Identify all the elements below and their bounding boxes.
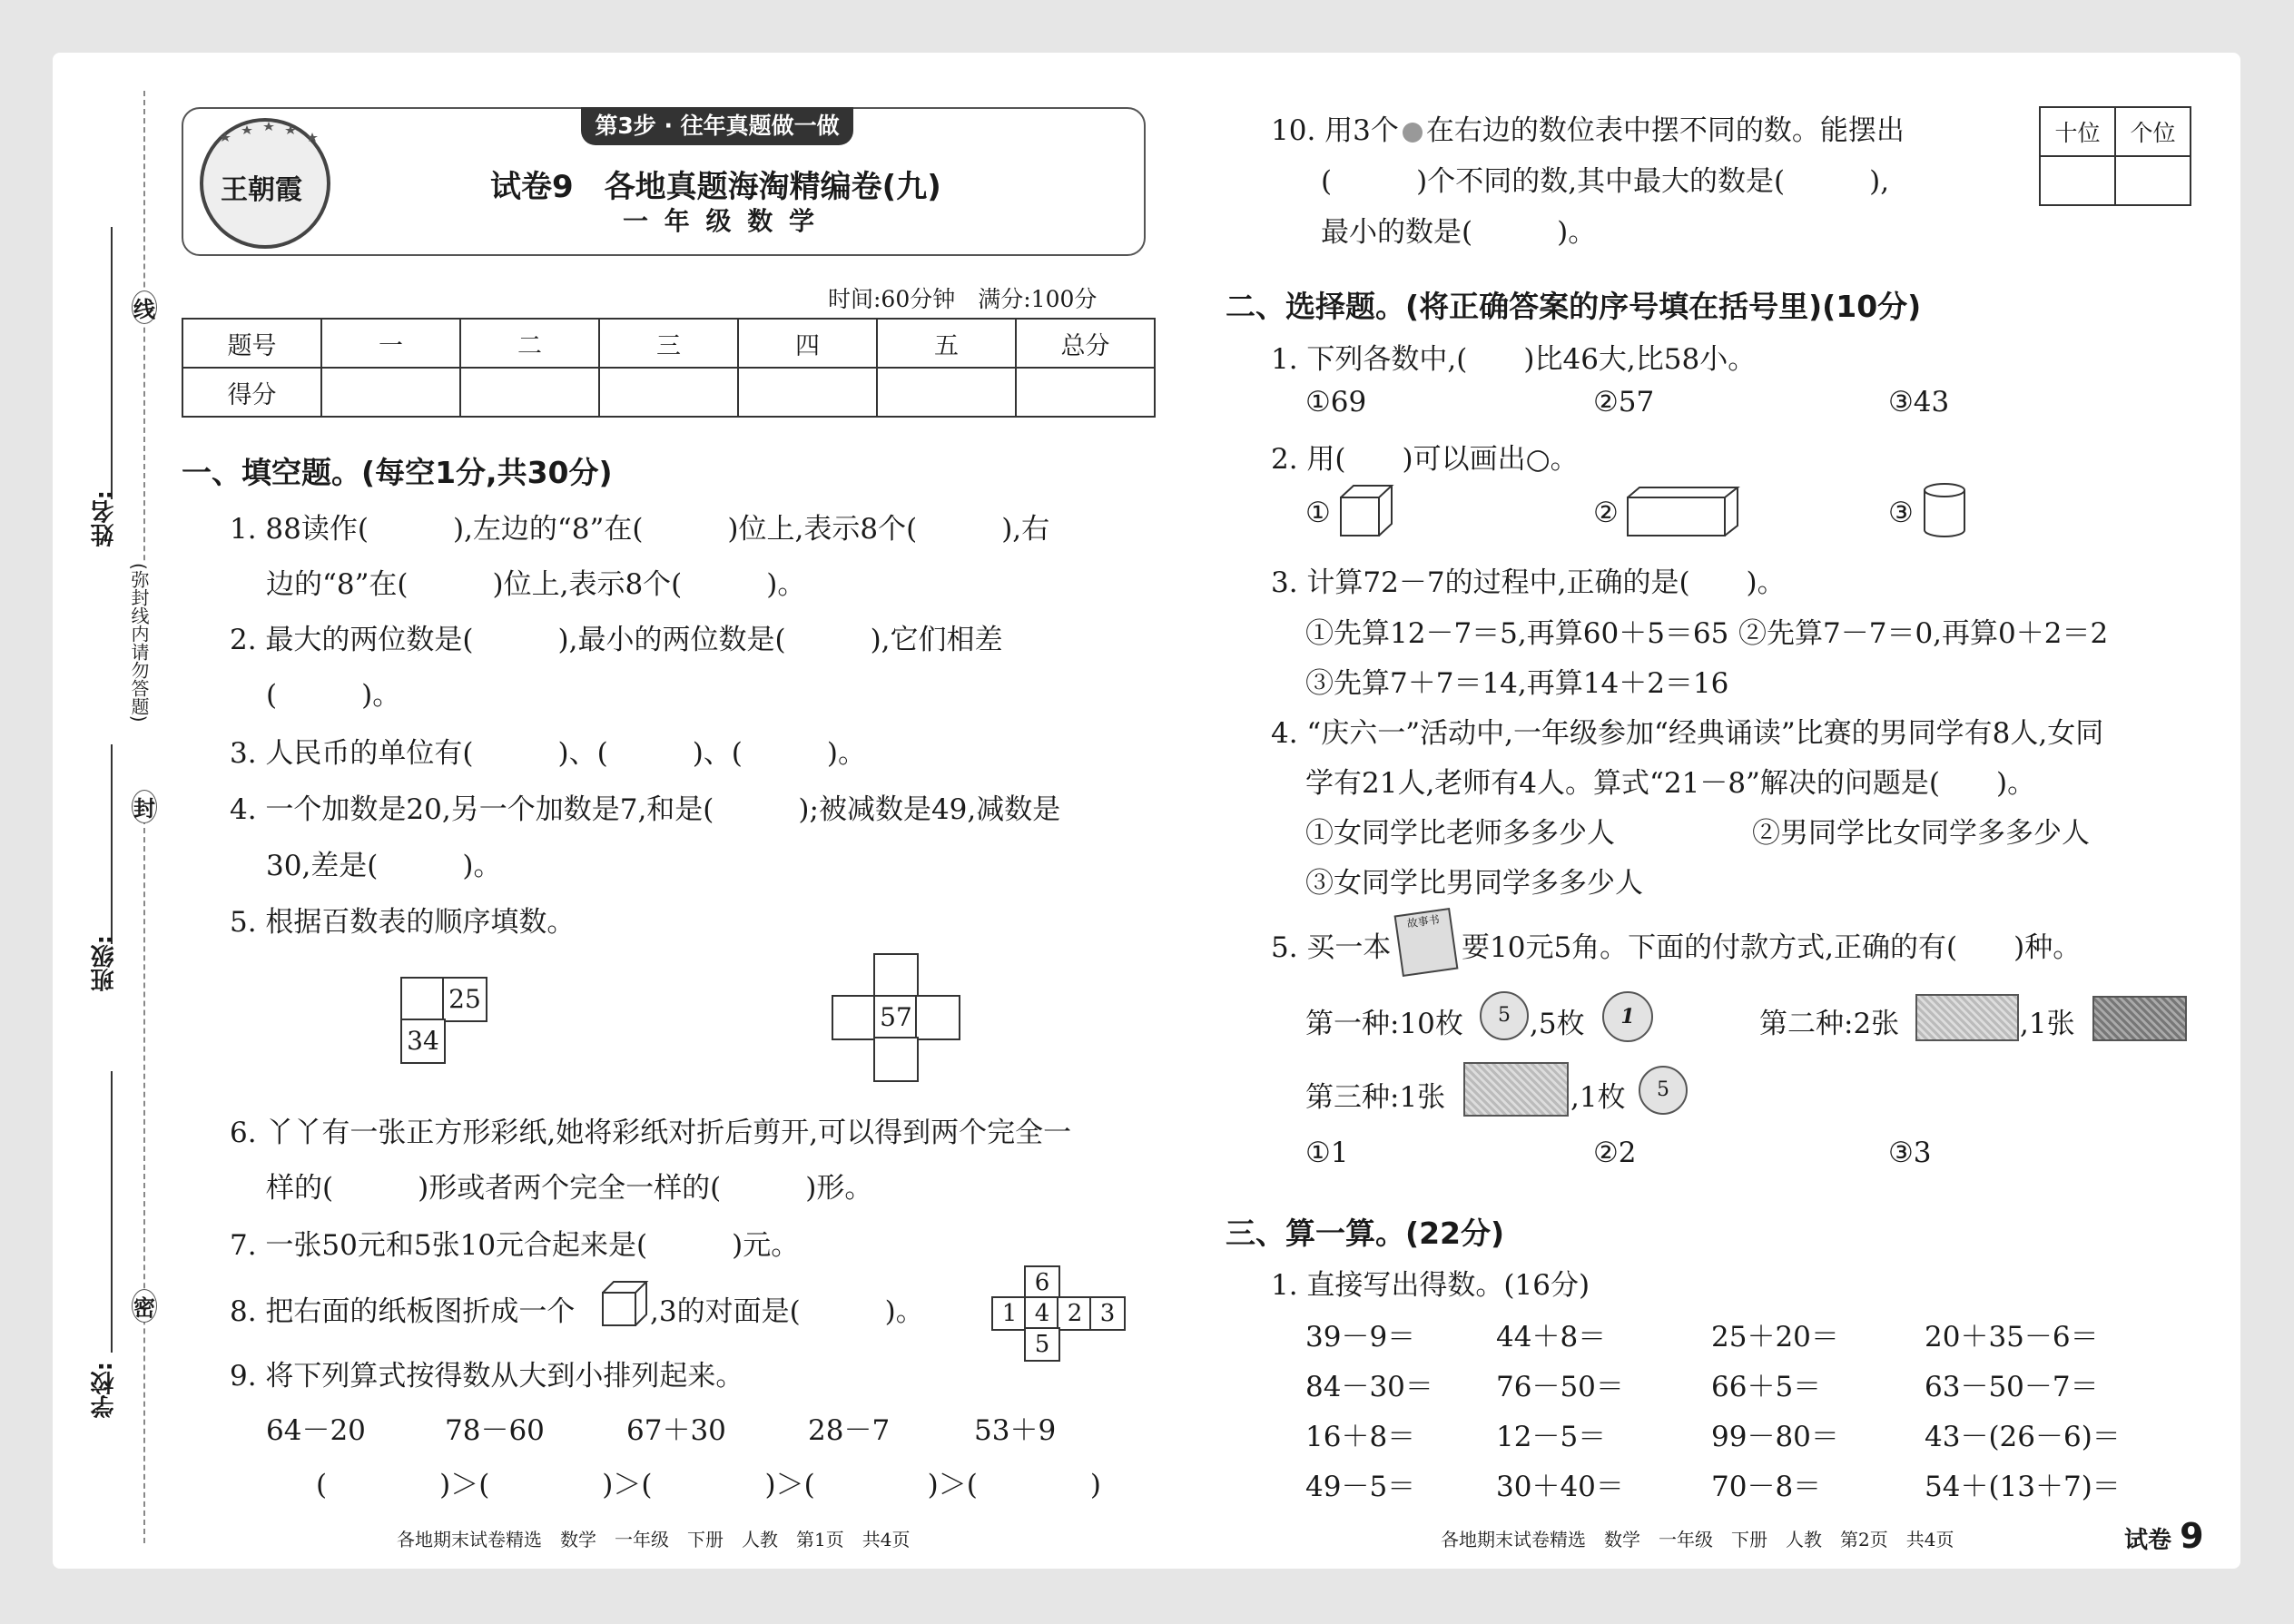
class-field-label: 班级:: [91, 935, 118, 992]
calc-item: 12－5＝: [1496, 1421, 1607, 1453]
score-header-cell: 五: [877, 319, 1016, 368]
s2-q1: 1. 下列各数中,( )比46大,比58小。: [1271, 343, 1757, 376]
calc-item: 44＋8＝: [1496, 1321, 1607, 1353]
calc-item: 30＋40＝: [1496, 1471, 1624, 1503]
cuboid-option-icon: [1625, 485, 1741, 539]
calc-item: 16＋8＝: [1305, 1421, 1416, 1453]
score-header-cell: 题号: [182, 319, 321, 368]
calc-item: 49－5＝: [1305, 1471, 1416, 1503]
net-cell: 1: [991, 1296, 1028, 1331]
pay3-b: ,1枚: [1570, 1081, 1626, 1114]
s2-q5-opt: ①1: [1305, 1137, 1349, 1169]
s1-q2-line1: 2. 最大的两位数是( ),最小的两位数是( ),它们相差: [230, 624, 1003, 656]
counter-icon: [1403, 123, 1423, 143]
s2-q2: 2. 用( )可以画出○。: [1271, 443, 1579, 476]
section2-title: 二、选择题。(将正确答案的序号填在括号里)(10分): [1226, 289, 1922, 324]
s2-q5-opt: ②2: [1593, 1137, 1637, 1169]
s2-q1-opt: ②57: [1593, 386, 1655, 418]
name-line: [111, 227, 113, 499]
s1-q1-line1: 1. 88读作( ),左边的“8”在( )位上,表示8个( ),右: [230, 513, 1050, 546]
s1-q6-line2: 样的( )形或者两个完全一样的( )形。: [266, 1172, 873, 1205]
calc-item: 70－8＝: [1711, 1471, 1822, 1503]
s2-q4-opt: ②男同学比女同学多多少人: [1752, 817, 2090, 850]
cube-icon: [599, 1278, 650, 1329]
net-cell: 6: [1024, 1265, 1060, 1300]
banknote-5yuan-icon: [1915, 994, 2019, 1041]
score-header-cell: 三: [599, 319, 738, 368]
calc-item: 99－80＝: [1711, 1421, 1839, 1453]
s1-q9: 9. 将下列算式按得数从大到小排列起来。: [230, 1360, 744, 1393]
expr: 67＋30: [626, 1414, 726, 1447]
binding-char: 封: [132, 790, 157, 823]
net-cell: 4: [1024, 1296, 1060, 1331]
coin-5jiao-icon: 5: [1639, 1066, 1688, 1115]
score-input-cell[interactable]: [460, 368, 599, 417]
score-input-cell[interactable]: [599, 368, 738, 417]
pay3-a: 第三种:1张: [1305, 1081, 1446, 1114]
coin-5jiao-icon: 5: [1480, 991, 1529, 1040]
cylinder-option-icon: [1921, 481, 1968, 539]
s2-q3-opt: ③先算7＋7＝14,再算14＋2＝16: [1305, 667, 1729, 700]
s1-q4-line2: 30,差是( )。: [266, 850, 502, 882]
q10-line2: ( )个不同的数,其中最大的数是( ),: [1321, 165, 1890, 198]
calc-item: 20＋35－6＝: [1925, 1321, 2099, 1353]
pay2-a: 第二种:2张: [1759, 1008, 1900, 1040]
grid-cell-blank[interactable]: [400, 977, 446, 1022]
net-cell: 5: [1024, 1327, 1060, 1362]
score-header-cell: 二: [460, 319, 599, 368]
pay1-a: 第一种:10枚: [1305, 1008, 1463, 1040]
score-input-cell[interactable]: [321, 368, 460, 417]
pv-cell[interactable]: [2115, 156, 2191, 205]
calc-item: 39－9＝: [1305, 1321, 1416, 1353]
grid-cell: 57: [873, 995, 919, 1040]
grid-cell: 34: [400, 1019, 446, 1064]
class-line: [111, 744, 113, 944]
banknote-10yuan-icon: [1463, 1062, 1569, 1117]
section1-title: 一、填空题。(每空1分,共30分): [182, 455, 613, 490]
s1-q8: 8. 把右面的纸板图折成一个: [230, 1295, 576, 1328]
binding-char: 线: [132, 290, 157, 324]
expr: 28－7: [808, 1414, 891, 1447]
q10-line1-tail: 在右边的数位表中摆不同的数。能摆出: [1425, 114, 1905, 147]
brand-logo: [200, 118, 330, 249]
star-icon: [203, 114, 327, 151]
coin-1jiao-icon: 1: [1602, 991, 1653, 1042]
s2-q2-opt: ③: [1888, 497, 1914, 529]
grid-cell-blank[interactable]: [915, 995, 960, 1040]
score-header-cell: 一: [321, 319, 460, 368]
score-header-cell: 四: [738, 319, 877, 368]
place-value-table: [2039, 106, 2191, 206]
calc-item: 25＋20＝: [1711, 1321, 1839, 1353]
calc-item: 66＋5＝: [1711, 1371, 1822, 1403]
school-line: [111, 1071, 113, 1353]
exam-title: 试卷9 各地真题海淘精编卷(九): [490, 169, 941, 205]
calc-item: 43－(26－6)＝: [1925, 1421, 2121, 1453]
s1-q8-tail: ,3的对面是( )。: [650, 1295, 924, 1328]
school-field-label: 学校:: [91, 1362, 118, 1419]
pv-header: 十位: [2040, 107, 2115, 156]
s1-q2-line2: ( )。: [266, 679, 401, 712]
grid-cell-blank[interactable]: [873, 953, 919, 999]
s1-q1-line2: 边的“8”在( )位上,表示8个( )。: [266, 568, 806, 601]
calc-item: 76－50＝: [1496, 1371, 1624, 1403]
order-blanks: ( )＞( )＞( )＞( )＞( ): [316, 1469, 1101, 1501]
s1-q4-line1: 4. 一个加数是20,另一个加数是7,和是( );被减数是49,减数是: [230, 793, 1061, 826]
pay2-b: ,1张: [2020, 1008, 2075, 1040]
score-input-cell[interactable]: [877, 368, 1016, 417]
expr: 64－20: [266, 1414, 366, 1447]
exam-subtitle: 一 年 级 数 学: [623, 206, 818, 236]
score-input-cell[interactable]: [738, 368, 877, 417]
s2-q1-opt: ①69: [1305, 386, 1367, 418]
score-input-cell[interactable]: [1016, 368, 1155, 417]
binding-notice: (弥封线内请勿答题): [116, 563, 153, 790]
s1-q7: 7. 一张50元和5张10元合起来是( )元。: [230, 1229, 800, 1262]
badge-number: 9: [2180, 1516, 2204, 1556]
s2-q4-line2: 学有21人,老师有4人。算式“21－8”解决的问题是( )。: [1305, 767, 2036, 800]
storybook-icon: 故事书: [1394, 908, 1459, 977]
grid-cell-blank[interactable]: [832, 995, 877, 1040]
calc-item: 63－50－7＝: [1925, 1371, 2099, 1403]
s2-q4-line1: 4. “庆六一”活动中,一年级参加“经典诵读”比赛的男同学有8人,女同: [1271, 717, 2104, 750]
time-info: 时间:60分钟 满分:100分: [828, 286, 1098, 312]
s2-q2-opt: ②: [1593, 497, 1619, 529]
s2-q2-opt: ①: [1305, 497, 1331, 529]
calc-item: 84－30＝: [1305, 1371, 1433, 1403]
logo-text: 王朝霞: [221, 174, 302, 206]
s2-q4-opt: ①女同学比老师多多少人: [1305, 817, 1615, 850]
s2-q3-opt: ②先算7－7＝0,再算0＋2＝2: [1738, 617, 2109, 650]
cube-option-icon: [1338, 483, 1396, 539]
net-cell: 2: [1057, 1296, 1093, 1331]
s2-q5-tail: 要10元5角。下面的付款方式,正确的有( )种。: [1462, 931, 2082, 964]
score-table: [182, 318, 1156, 418]
pv-header: 个位: [2115, 107, 2191, 156]
q10-line1-head: 10. 用3个: [1271, 114, 1399, 147]
binding-char: 密: [132, 1289, 157, 1323]
s1-q3: 3. 人民币的单位有( )、( )、( )。: [230, 737, 866, 770]
footer-right: 各地期末试卷精选 数学 一年级 下册 人教 第2页 共4页: [1441, 1529, 1954, 1550]
grid-cell: 25: [442, 977, 487, 1022]
score-header-cell: 总分: [1016, 319, 1155, 368]
s2-q5-opt: ③3: [1888, 1137, 1932, 1169]
footer-left: 各地期末试卷精选 数学 一年级 下册 人教 第1页 共4页: [397, 1529, 911, 1550]
s1-q5: 5. 根据百数表的顺序填数。: [230, 906, 576, 939]
s2-q4-opt: ③女同学比男同学多多少人: [1305, 867, 1643, 900]
calc-item: 54＋(13＋7)＝: [1925, 1471, 2121, 1503]
s1-q6-line1: 6. 丫丫有一张正方形彩纸,她将彩纸对折后剪开,可以得到两个完全一: [230, 1117, 1072, 1149]
name-field-label: 姓名:: [91, 490, 118, 547]
section3-title: 三、算一算。(22分): [1226, 1216, 1505, 1251]
pv-cell[interactable]: [2040, 156, 2115, 205]
s2-q1-opt: ③43: [1888, 386, 1950, 418]
q10-line3: 最小的数是( )。: [1321, 216, 1597, 249]
expr: 53＋9: [974, 1414, 1057, 1447]
s2-q5-head: 5. 买一本: [1271, 931, 1392, 964]
s3-q1: 1. 直接写出得数。(16分): [1271, 1269, 1590, 1302]
score-row-label: 得分: [182, 368, 321, 417]
s2-q3: 3. 计算72－7的过程中,正确的是( )。: [1271, 566, 1786, 599]
badge-label: 试卷: [2124, 1527, 2172, 1554]
q10-line1: [1271, 107, 1905, 148]
footer-badge: [2124, 1516, 2204, 1556]
expr: 78－60: [445, 1414, 545, 1447]
step-label: 第3步 · 往年真题做一做: [581, 107, 853, 145]
grid-cell-blank[interactable]: [873, 1037, 919, 1082]
banknote-5jiao-icon: [2092, 996, 2187, 1041]
s2-q3-opt: ①先算12－7＝5,再算60＋5＝65: [1305, 617, 1729, 650]
net-cell: 3: [1089, 1296, 1126, 1331]
pay1-b: ,5枚: [1530, 1008, 1585, 1040]
